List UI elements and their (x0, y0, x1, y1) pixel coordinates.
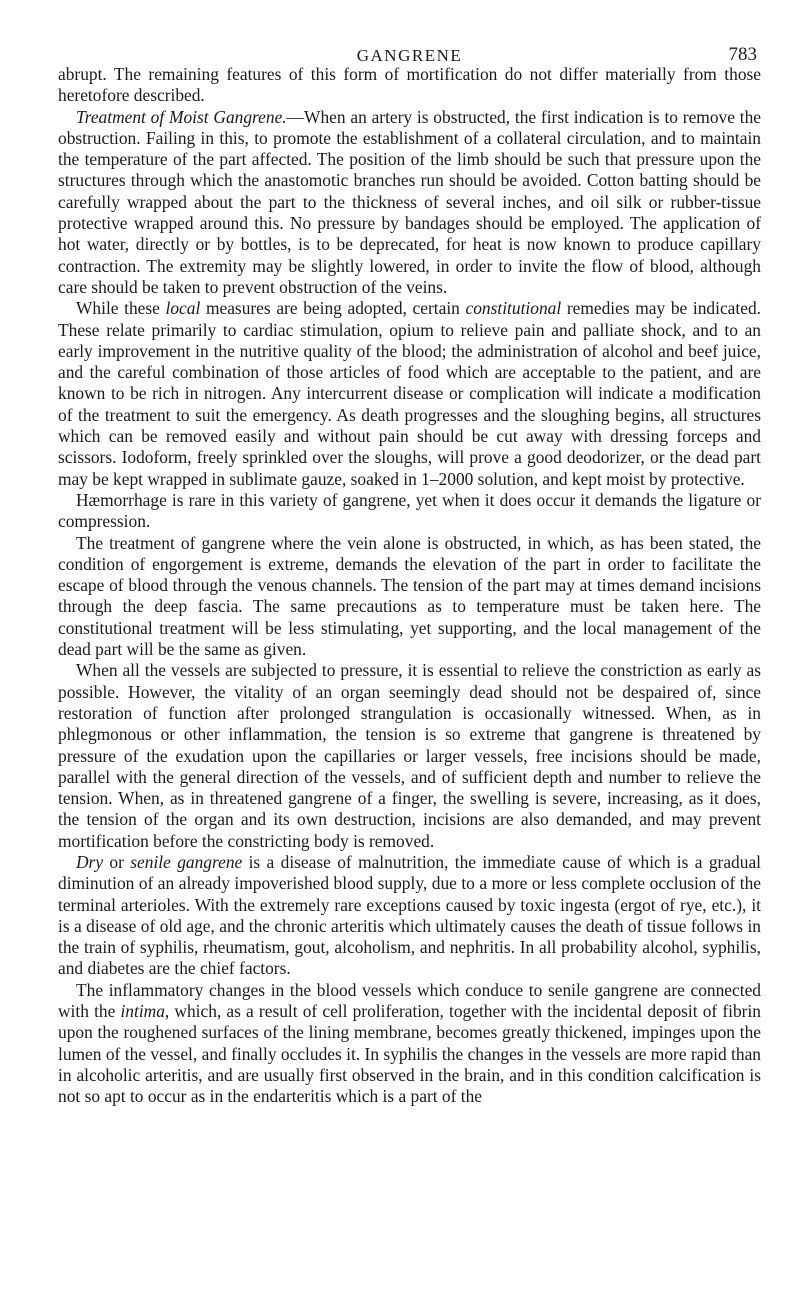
text-run: is a disease of malnutrition, the immediate cause of which is a gradual diminution of an already impoverished blood supply, due to a more or less complete occlusion of the terminal arterioles. With the extremely rare exceptions caused by toxic ingesta (ergot of rye, etc.), it is a disease of old age, and the chronic arteritis which ultimately causes the death of tissue follows in the train of syphilis, rheumatism, gout, alcoholism, and nephritis. In all probability alcohol, syphilis, and diabetes are the chief factors. (58, 851, 761, 979)
italic-text: intima (120, 1001, 165, 1022)
body-text (58, 64, 761, 1108)
italic-text: Dry (76, 851, 104, 872)
italic-text: Treatment of Moist Gangrene. (76, 106, 287, 127)
paragraph-treatment-moist-gangrene (58, 107, 761, 299)
paragraph-continuation (58, 64, 761, 107)
paragraph-inflammatory-changes (58, 980, 761, 1108)
text-run: or (103, 851, 131, 872)
text-run: The treatment of gangrene where the vein alone is obstructed, in which, as has been stated, the condition of engorgement is extreme, demands the elevation of the part in order to facilitate the escape of blood through the venous channels. The tension of the part may at times demand incisions through the deep fascia. The same precautions as to temperature must be taken here. The constitutional treatment will be less stimulating, yet supporting, and the local management of the dead part will be the same as given. (58, 532, 761, 660)
page-number: 783 (728, 44, 757, 65)
text-run: abrupt. The remaining features of this form of mortification do not differ materially from those heretofore described. (58, 64, 761, 106)
text-run: When all the vessels are subjected to pressure, it is essential to relieve the constriction as early as possible. However, the vitality of an organ seemingly dead should not be despaired of, since restoration of function after prolonged strangulation is occasionally witnessed. When, as in phlegmonous or other inflammation, the tension is so extreme that gangrene is threatened by pressure of the exudation upon the capillaries or larger vessels, free incisions should be made, parallel with the general direction of the vessels, and of sufficient depth and number to relieve the tension. When, as in threatened gangrene of a finger, the swelling is severe, increasing, as it does, the tension of the organ and its own destruction, incisions are also demanded, and may prevent mortification before the constricting body is removed. (58, 660, 761, 851)
paragraph-vessels-pressure (58, 660, 761, 852)
page-header (58, 28, 761, 65)
running-head: GANGRENE (356, 46, 463, 65)
text-run: —When an artery is obstructed, the first indication is to remove the obstruction. Failing in this, to promote the establishment of a collateral circulation, and to maintain the temperature of the part affected. The position of the limb should be such that pressure upon the structures through which the anastomotic branches run should be avoided. Cotton batting should be carefully wrapped about the part to the thickness of several inches, and oil silk or rubber-tissue protective wrapped around this. No pressure by bandages should be employed. The application of hot water, directly or by bottles, is to be deprecated, for heat is now known to produce capillary contraction. The extremity may be slightly lowered, in order to invite the flow of blood, although care should be taken to prevent obstruction of the veins. (58, 106, 761, 297)
paragraph-dry-senile-gangrene (58, 852, 761, 980)
text-run: , which, as a result of cell proliferation, together with the incidental deposit of fibrin upon the roughened surfaces of the lining membrane, becomes greatly thickened, impinges upon the lumen of the vessel, and finally occludes it. In syphilis the changes in the vessels are more rapid than in alcoholic arteritis, and are usually first observed in the brain, and in this condition calcification is not so apt to occur as in the endarteritis which is a part of the (58, 1001, 762, 1107)
italic-text: constitutional (465, 298, 562, 319)
paragraph-haemorrhage (58, 490, 761, 533)
italic-text: senile gangrene (130, 851, 243, 872)
paragraph-local-constitutional (58, 298, 761, 490)
text-run: remedies may be indicated. These relate primarily to cardiac stimulation, opium to relieve pain and palliate shock, and to an early improvement in the nutritive quality of the blood; the administration of alcohol and beef juice, and the careful combination of those articles of food which are acceptable to the patient, and are known to be rich in nitrogen. Any intercurrent disease or complication will indicate a modification of the treatment to suit the emergency. As death progresses and the sloughing begins, all structures which can be removed easily and without pain should be cut away with dressing forceps and scissors. Iodoform, freely sprinkled over the sloughs, will prove a good deodorizer, or the dead part may be kept wrapped in sublimate gauze, soaked in 1–2000 solution, and kept moist by protective. (58, 298, 761, 489)
text-run: Hæmorrhage is rare in this variety of gangrene, yet when it does occur it demands the ligature or compression. (58, 489, 761, 532)
paragraph-vein-obstruction (58, 533, 761, 661)
text-run: While these (76, 298, 166, 319)
text-run: measures are being adopted, certain (200, 298, 466, 319)
text-run: The inflammatory changes in the blood vessels which conduce to senile gangrene are connected with the (58, 979, 761, 1022)
italic-text: local (165, 298, 201, 319)
